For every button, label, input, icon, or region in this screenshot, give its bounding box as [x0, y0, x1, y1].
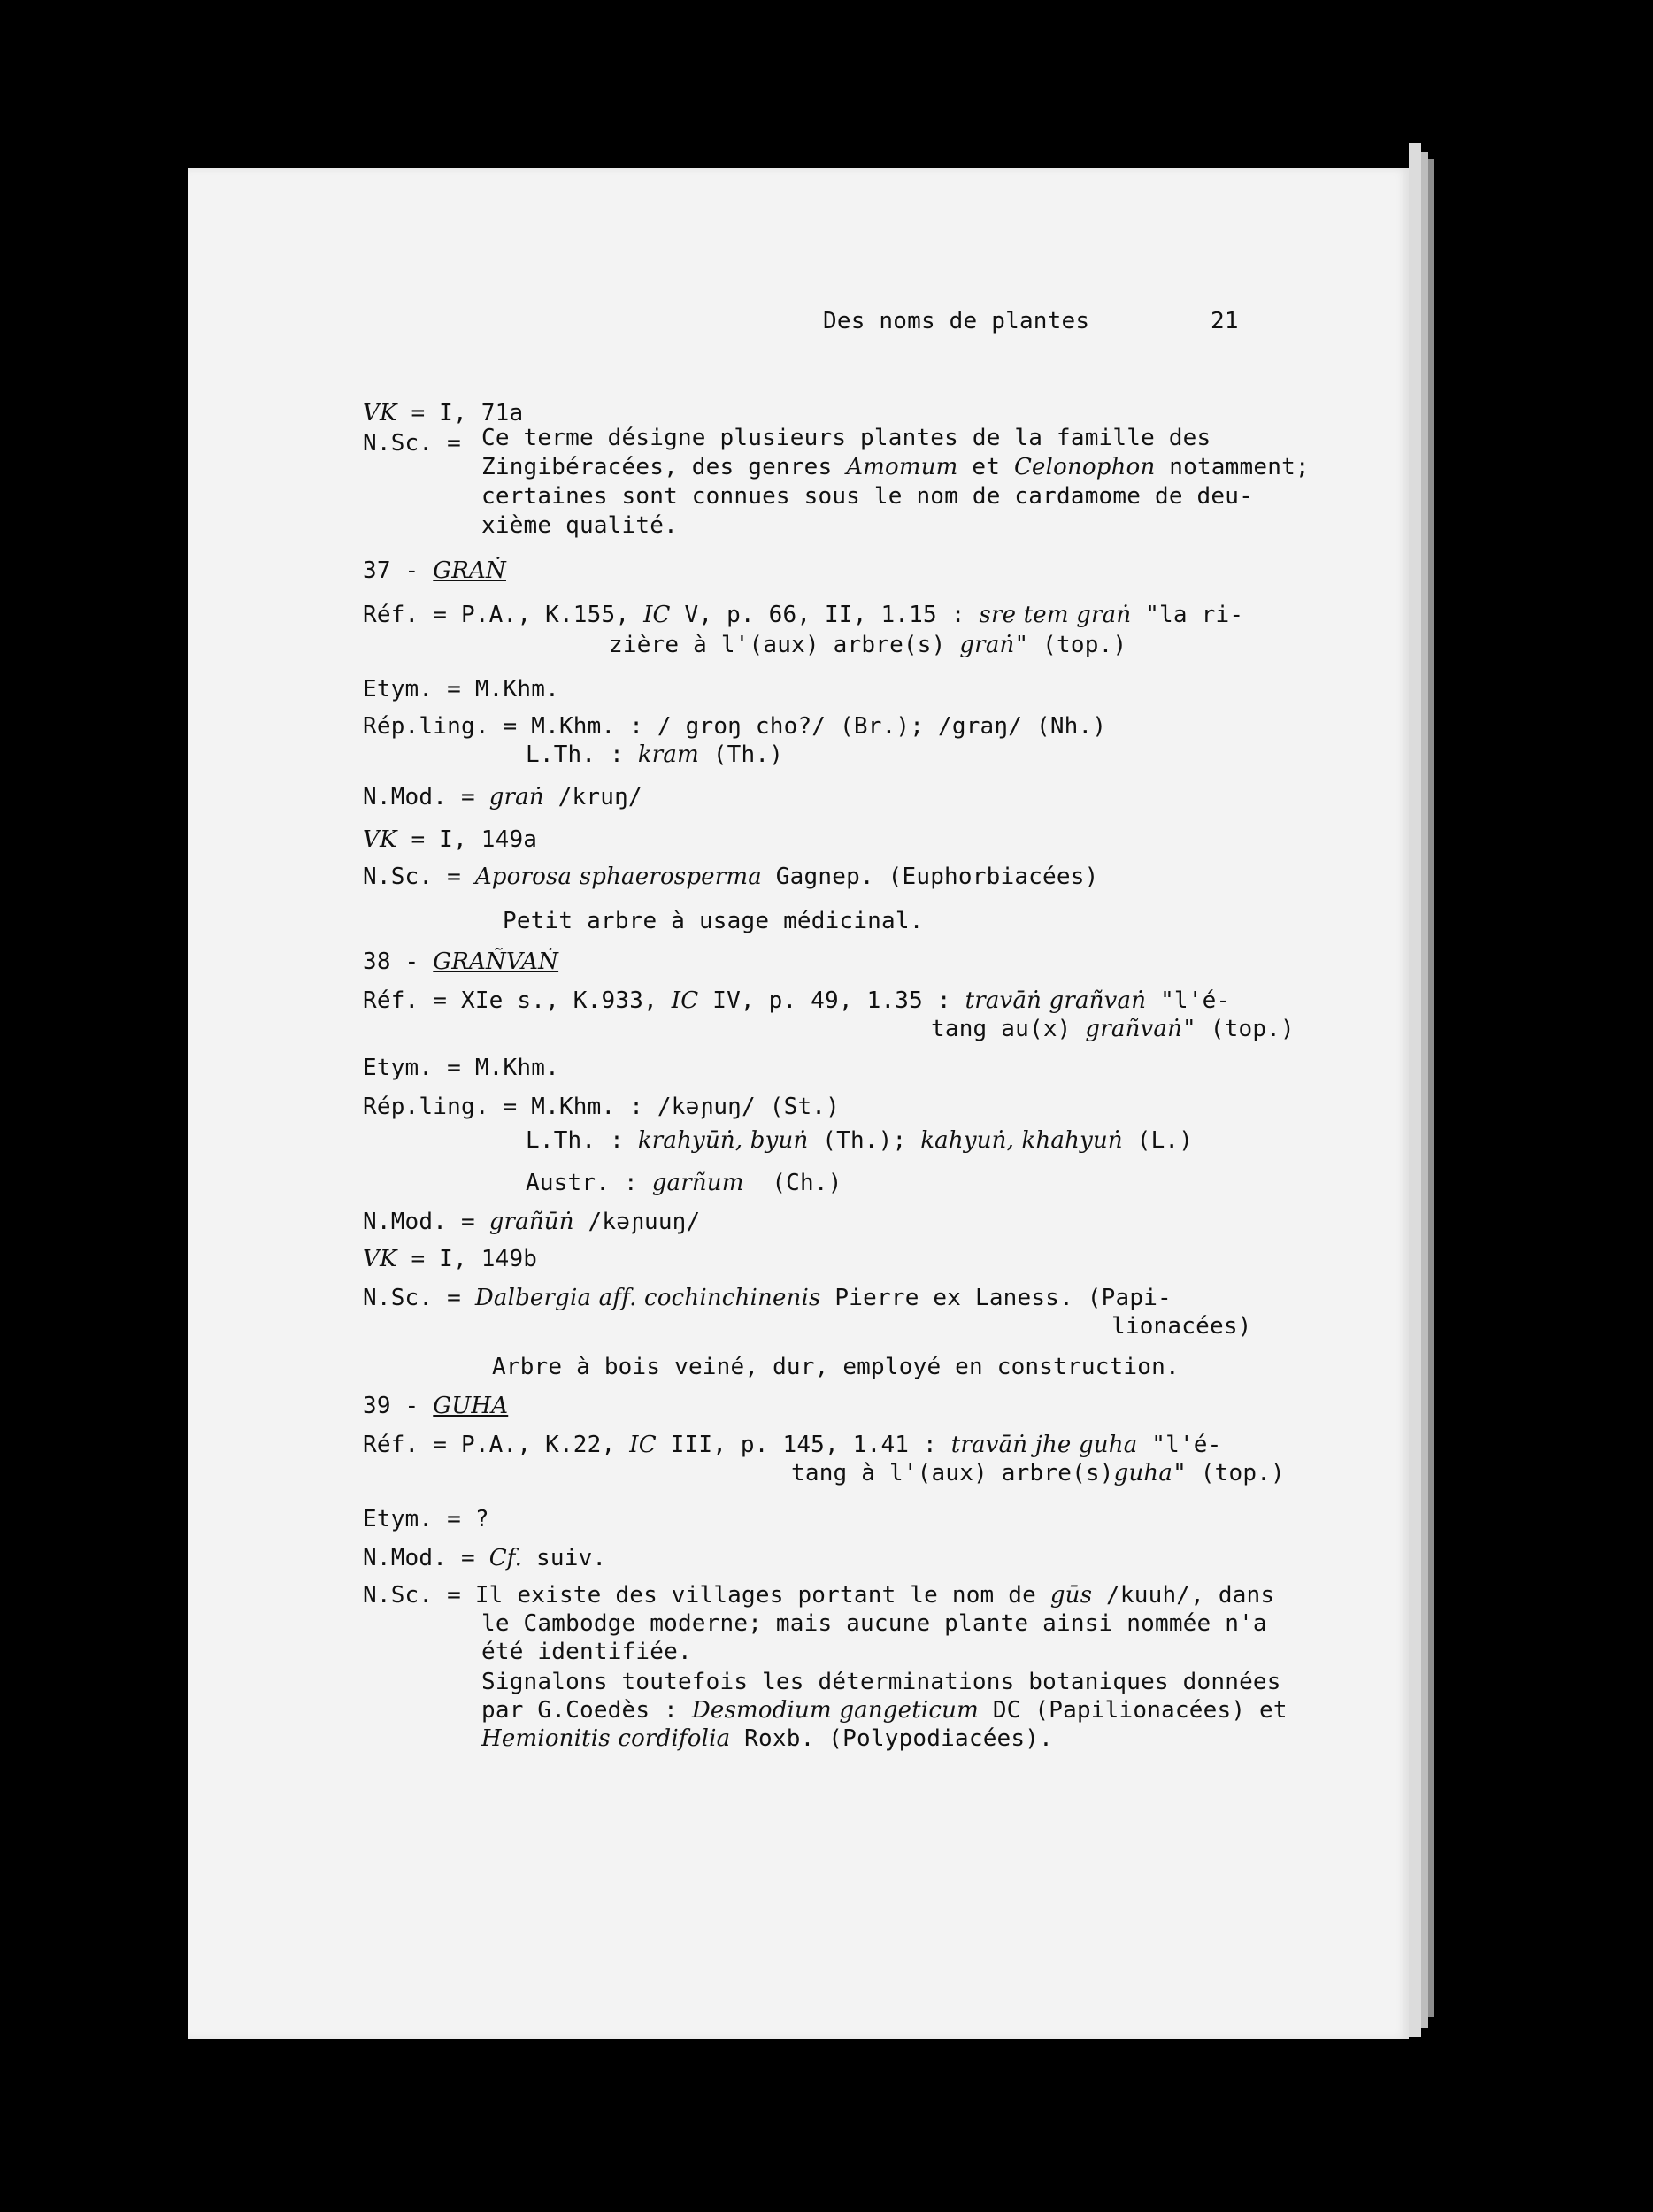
- book-page: [188, 168, 1409, 2039]
- page-number: 21: [1211, 308, 1239, 334]
- entry-37-ref-1: Réf. = P.A., K.155, IC V, p. 66, II, 1.15 : sre tem graṅ "la ri-: [363, 602, 1244, 628]
- intro-nsc-label: N.Sc. =: [363, 430, 461, 457]
- entry-38-nsc-2: lionacées): [1111, 1313, 1252, 1340]
- entry-38-heading: 38 - GRAÑVAṄ: [363, 949, 559, 975]
- running-title: Des noms de plantes: [823, 308, 1090, 334]
- entry-37-vk: VK = I, 149a: [363, 826, 538, 853]
- entry-38-rep-3: Austr. : garñum (Ch.): [526, 1170, 842, 1196]
- entry-37-ref-2: zière à l'(aux) arbre(s) graṅ" (top.): [609, 632, 1127, 658]
- entry-39-nsc-5: par G.Coedès : Desmodium gangeticum DC (Papilionacées) et: [481, 1697, 1288, 1724]
- entry-38-rep-2: L.Th. : krahyūṅ, byuṅ (Th.); kahyuṅ, khahyuṅ (L.): [526, 1127, 1194, 1154]
- intro-nsc-4: xième qualité.: [481, 512, 678, 539]
- entry-38-ref-2: tang au(x) grañvaṅ" (top.): [931, 1016, 1295, 1042]
- entry-38-rep-1: Rép.ling. = M.Khm. : /kəɲuŋ/ (St.): [363, 1094, 841, 1120]
- entry-38-ref-1: Réf. = XIe s., K.933, IC IV, p. 49, 1.35 : travāṅ grañvaṅ "l'é-: [363, 987, 1231, 1014]
- entry-38-nsc-1: N.Sc. = Dalbergia aff. cochinchinenis Pierre ex Laness. (Papi-: [363, 1285, 1172, 1311]
- entry-39-nsc-3: été identifiée.: [481, 1639, 692, 1665]
- entry-39-heading: 39 - GUHA: [363, 1393, 509, 1419]
- intro-nsc-1: Ce terme désigne plusieurs plantes de la famille des: [481, 425, 1211, 451]
- entry-39-nsc-1: N.Sc. = Il existe des villages portant le nom de gūs /kuuh/, dans: [363, 1582, 1275, 1609]
- entry-37-nmod: N.Mod. = graṅ /kruŋ/: [363, 784, 642, 810]
- entry-39-nsc-4: Signalons toutefois les déterminations botaniques données: [481, 1669, 1281, 1695]
- entry-37-rep-1: Rép.ling. = M.Khm. : / groŋ cho?/ (Br.); /graŋ/ (Nh.): [363, 713, 1107, 740]
- page-edge-3: [1428, 159, 1434, 2017]
- entry-37-rep-2: L.Th. : kram (Th.): [526, 741, 784, 768]
- intro-vk: VK = I, 71a: [363, 400, 524, 426]
- entry-38-desc: Arbre à bois veiné, dur, employé en construction.: [492, 1354, 1180, 1380]
- entry-39-nmod: N.Mod. = Cf. suiv.: [363, 1545, 607, 1571]
- entry-37-heading: 37 - GRAṄ: [363, 557, 506, 584]
- intro-nsc-3: certaines sont connues sous le nom de cardamome de deu-: [481, 483, 1253, 510]
- entry-38-etym: Etym. = M.Khm.: [363, 1055, 559, 1081]
- entry-39-ref-2: tang à l'(aux) arbre(s)guha" (top.): [791, 1460, 1285, 1486]
- entry-39-nsc-6: Hemionitis cordifolia Roxb. (Polypodiacées).: [481, 1725, 1053, 1752]
- entry-38-vk: VK = I, 149b: [363, 1246, 538, 1272]
- page-edge-1: [1409, 143, 1421, 2037]
- entry-39-nsc-2: le Cambodge moderne; mais aucune plante ainsi nommée n'a: [481, 1610, 1267, 1637]
- intro-nsc-2: Zingibéracées, des genres Amomum et Celonophon notamment;: [481, 454, 1310, 480]
- entry-37-etym: Etym. = M.Khm.: [363, 676, 559, 703]
- entry-39-etym: Etym. = ?: [363, 1506, 489, 1532]
- entry-37-desc: Petit arbre à usage médicinal.: [503, 908, 924, 934]
- entry-37-nsc: N.Sc. = Aporosa sphaerosperma Gagnep. (Euphorbiacées): [363, 864, 1099, 890]
- entry-38-nmod: N.Mod. = grañūṅ /kəɲuuŋ/: [363, 1209, 701, 1235]
- page-edge-2: [1421, 152, 1428, 2028]
- entry-39-ref-1: Réf. = P.A., K.22, IC III, p. 145, 1.41 : travāṅ jhe guha "l'é-: [363, 1432, 1222, 1458]
